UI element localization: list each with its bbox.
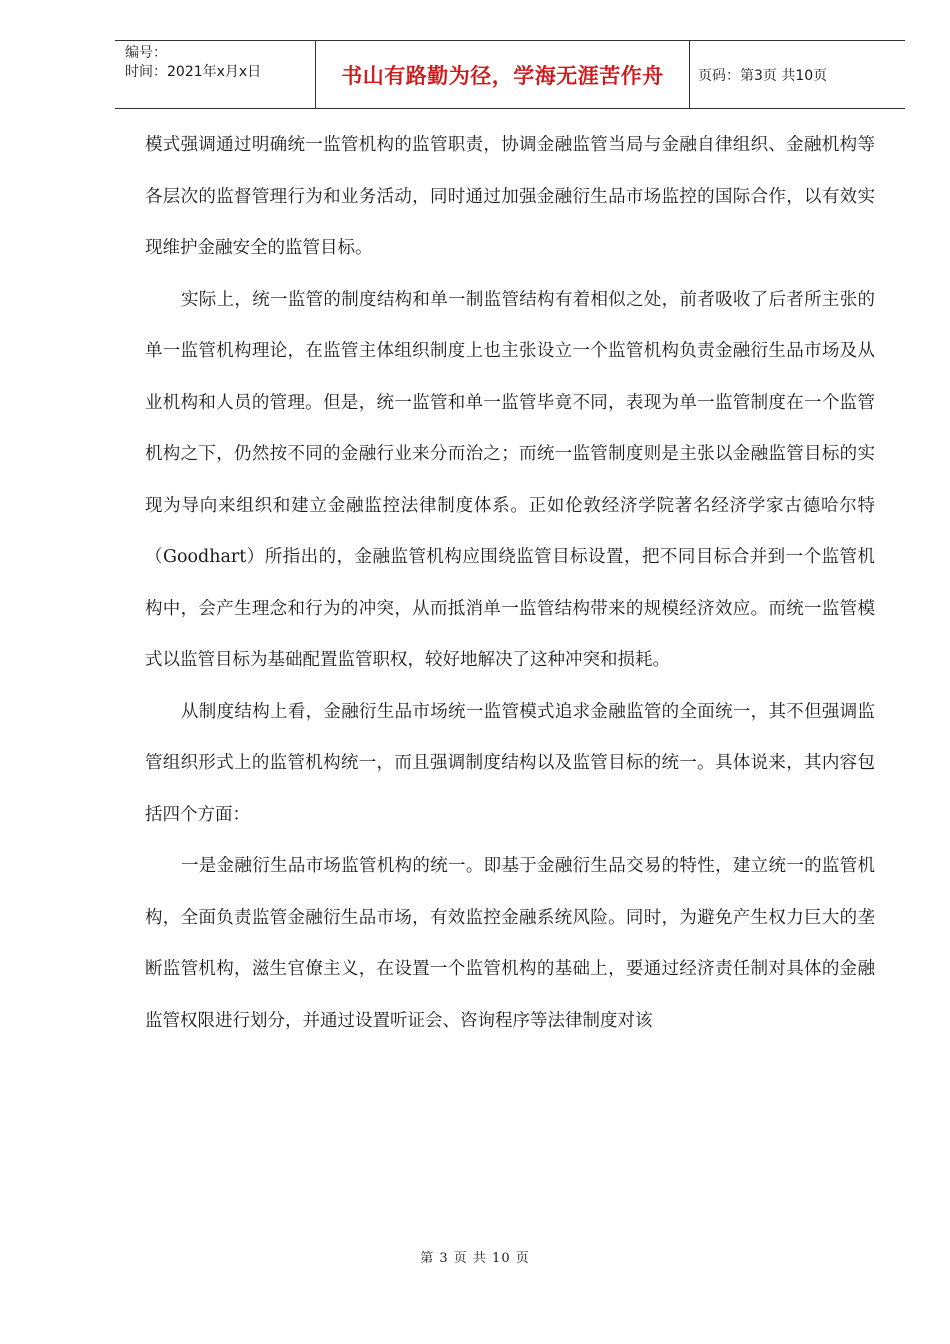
paragraph: 一是金融衍生品市场监管机构的统一。即基于金融衍生品交易的特性，建立统一的监管机构，全面负责监管金融衍生品市场，有效监控金融系统风险。同时，为避免产生权力巨大的垄断监管机构，滋生官僚主义，在设置一个监管机构的基础上，要通过经济责任制对具体的金融监管权限进行划分，并通过设置听证会、咨询程序等法律制度对该 [145, 856, 875, 1031]
page-footer [0, 1247, 950, 1266]
page-header [115, 40, 905, 109]
paragraph-continued: 模式强调通过明确统一监管机构的监管职责，协调金融监管当局与金融自律组织、金融机构等各层次的监督管理行为和业务活动，同时通过加强金融衍生品市场监控的国际合作，以有效实现维护金融安全的监管目标。 [145, 135, 875, 258]
header-page-info: 页码：第3页 共10页 [698, 67, 828, 84]
header-meta [115, 41, 316, 108]
document-body [145, 120, 875, 1047]
header-motto: 书山有路勤为径，学海无涯苦作舟 [341, 63, 664, 88]
header-page-info-cell [690, 41, 905, 108]
document-time-label: 时间：2021年x月x日 [125, 64, 262, 80]
paragraph: 实际上，统一监管的制度结构和单一制监管结构有着相似之处，前者吸收了后者所主张的单一监管机构理论，在监管主体组织制度上也主张设立一个监管机构负责金融衍生品市场及从业机构和人员的管理。但是，统一监管和单一监管毕竟不同，表现为单一监管制度在一个监管机构之下，仍然按不同的金融行业来分而治之；而统一监管制度则是主张以金融监管目标的实现为导向来组织和建立金融监控法律制度体系。正如伦敦经济学院著名经济学家古德哈尔特（Goodhart）所指出的，金融监管机构应围绕监管目标设置，把不同目标合并到一个监管机构中，会产生理念和行为的冲突，从而抵消单一监管结构带来的规模经济效应。而统一监管模式以监管目标为基础配置监管职权，较好地解决了这种冲突和损耗。 [145, 289, 875, 670]
header-motto-cell [316, 41, 690, 108]
document-number-label: 编号： [125, 45, 167, 61]
footer-page-number: 第 3 页 共 10 页 [420, 1251, 530, 1266]
paragraph: 从制度结构上看，金融衍生品市场统一监管模式追求金融监管的全面统一，其不但强调监管组织形式上的监管机构统一，而且强调制度结构以及监管目标的统一。具体说来，其内容包括四个方面： [145, 701, 875, 825]
